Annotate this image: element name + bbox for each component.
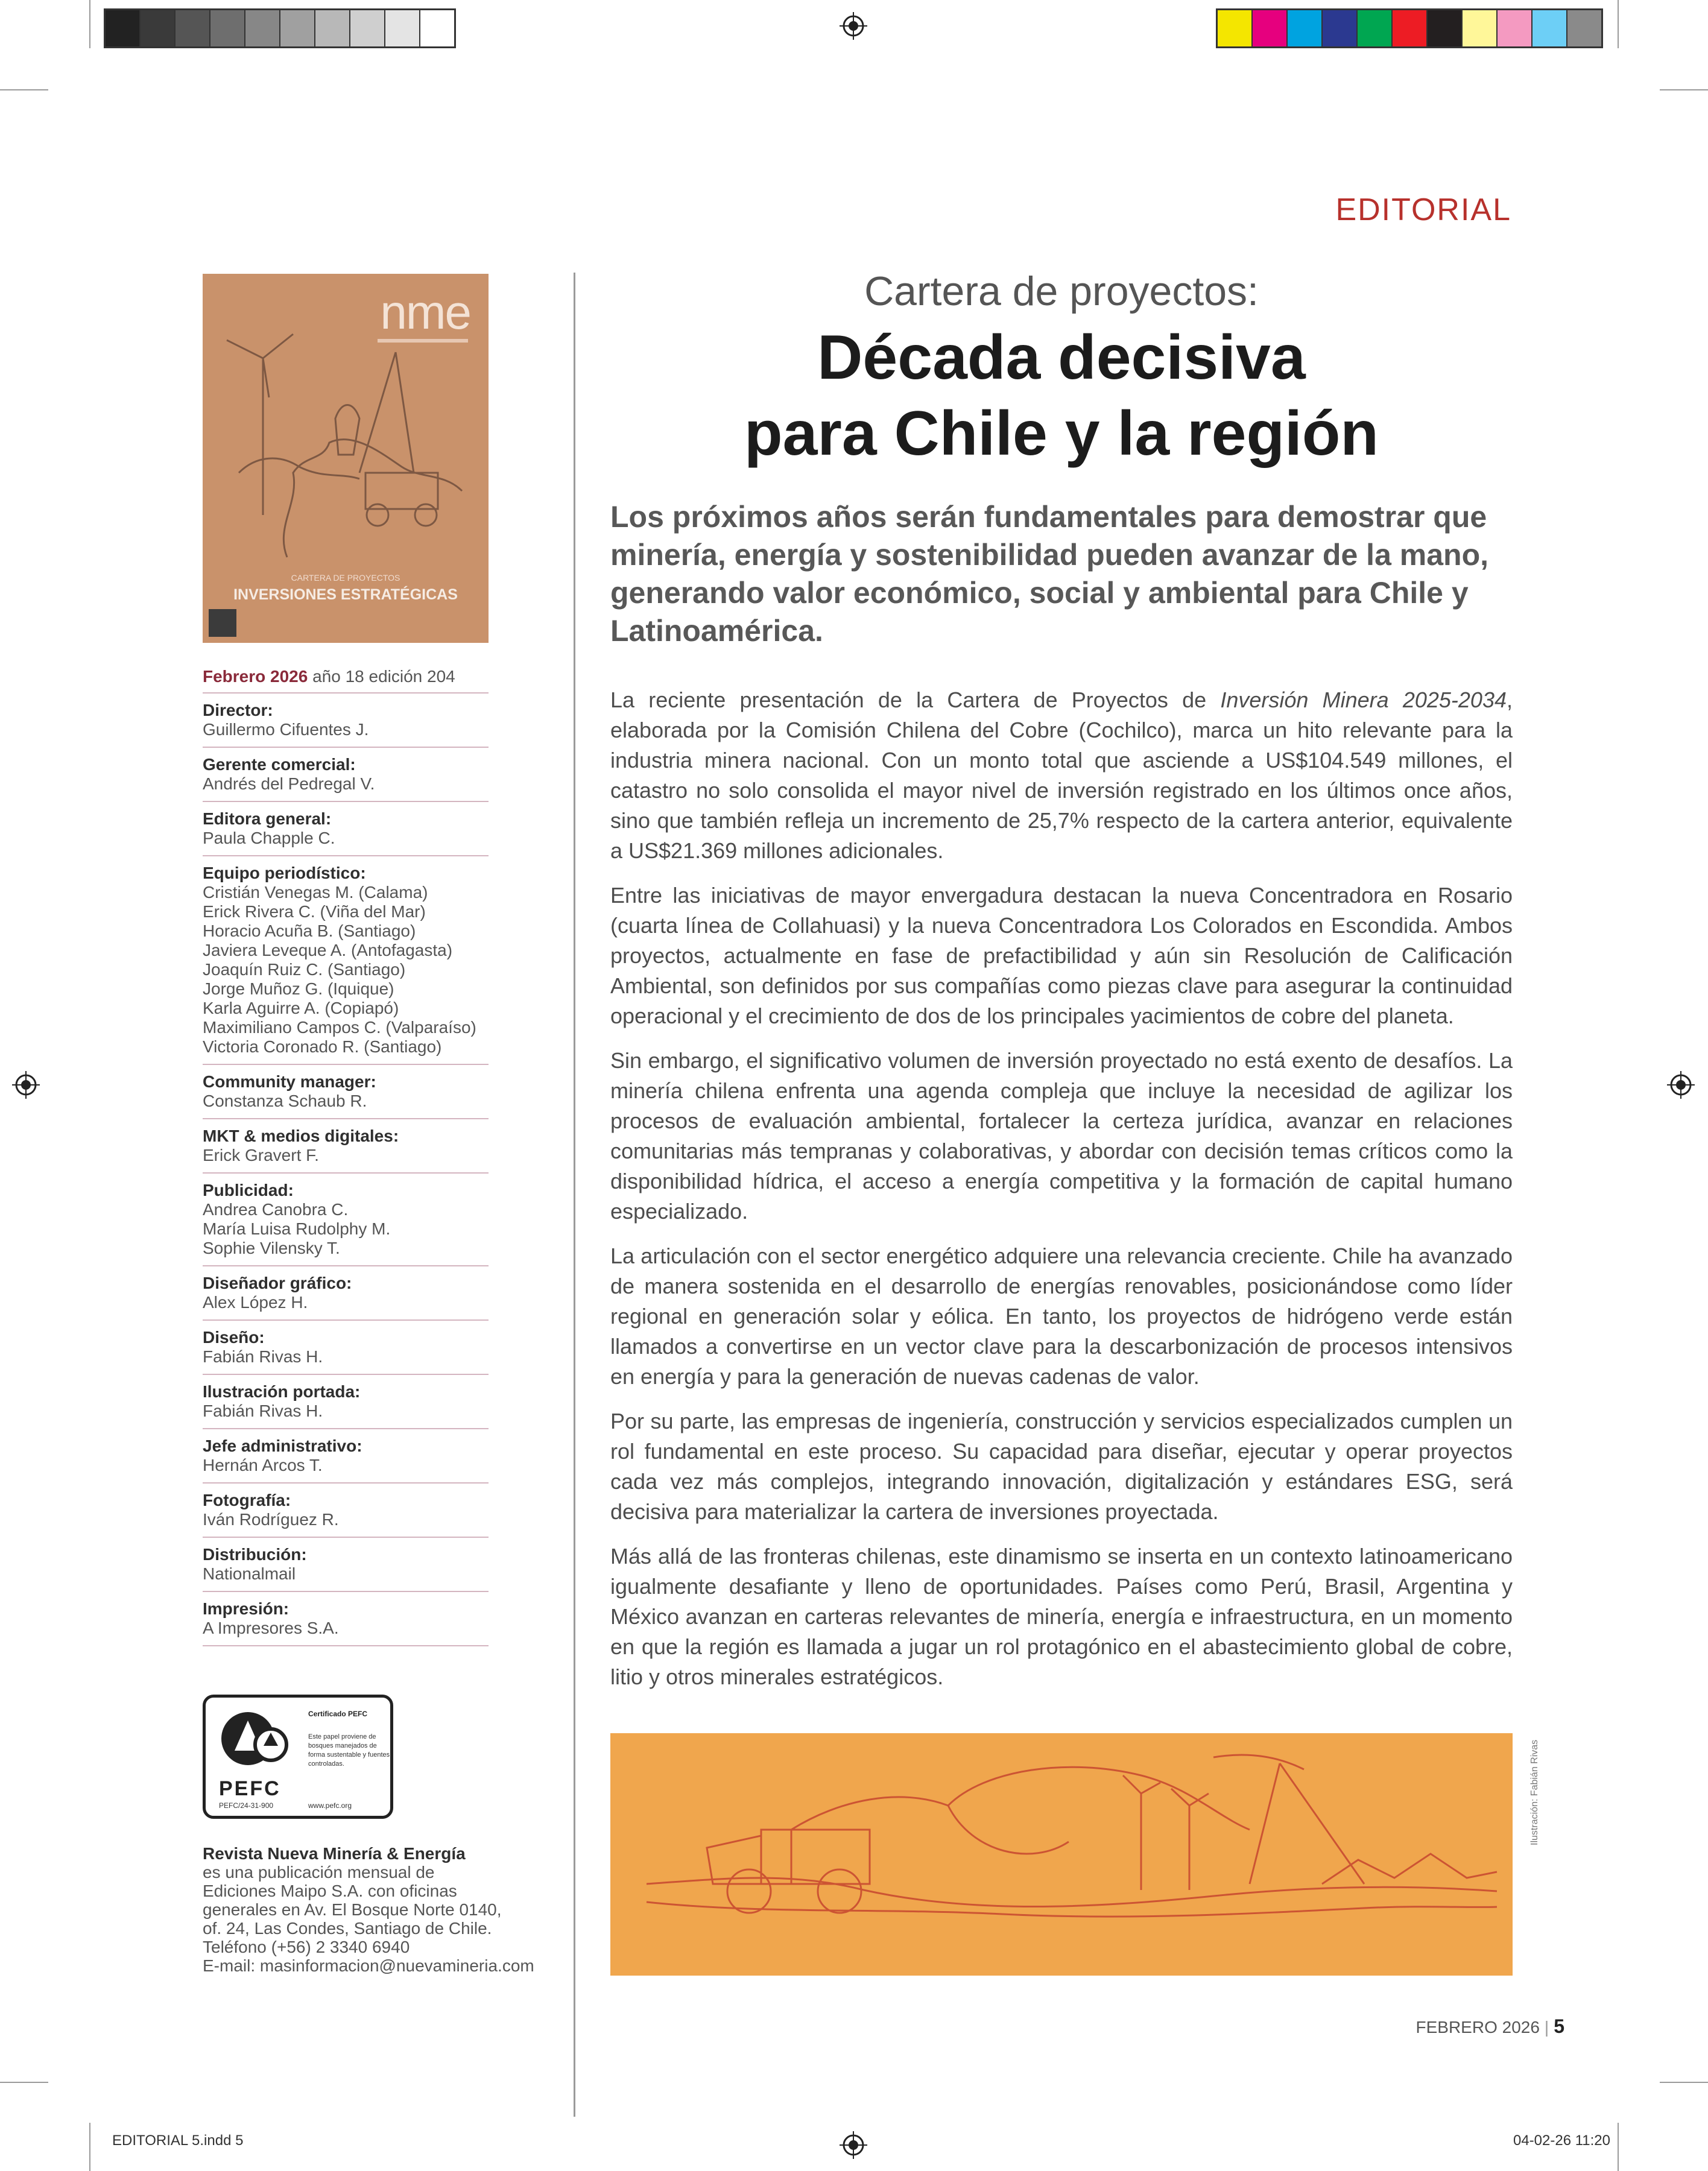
masthead-person: Erick Rivera C. (Viña del Mar) bbox=[203, 902, 426, 921]
registration-mark-icon bbox=[840, 2131, 867, 2159]
registration-mark-icon bbox=[1667, 1071, 1695, 1099]
color-swatch bbox=[1428, 10, 1463, 46]
masthead-person: Guillermo Cifuentes J. bbox=[203, 720, 369, 739]
masthead-person: Karla Aguirre A. (Copiapó) bbox=[203, 999, 399, 1017]
masthead-person: Erick Gravert F. bbox=[203, 1146, 319, 1165]
masthead-entry bbox=[203, 1266, 489, 1321]
color-swatch bbox=[1253, 10, 1288, 46]
page-folio bbox=[1416, 2015, 1565, 2038]
color-swatch bbox=[280, 10, 315, 46]
article-title-line-2: para Chile y la región bbox=[744, 399, 1379, 469]
color-swatch bbox=[1288, 10, 1323, 46]
masthead-entry bbox=[203, 1429, 489, 1484]
masthead-person: A Impresores S.A. bbox=[203, 1619, 339, 1637]
masthead-person: Fabián Rivas H. bbox=[203, 1347, 323, 1366]
masthead-person: Paula Chapple C. bbox=[203, 829, 335, 847]
masthead-role: Equipo periodístico: bbox=[203, 864, 366, 882]
qr-code-icon bbox=[209, 609, 236, 637]
mining-sketch-illustration bbox=[610, 1733, 1513, 1976]
masthead-entry bbox=[203, 1592, 489, 1646]
masthead-entry bbox=[203, 802, 489, 856]
publisher-name: Revista Nueva Minería & Energía bbox=[203, 1844, 466, 1863]
masthead-role: Distribución: bbox=[203, 1545, 307, 1564]
section-label: EDITORIAL bbox=[1335, 192, 1511, 227]
publisher-line: generales en Av. El Bosque Norte 0140, bbox=[203, 1900, 502, 1919]
masthead-person: Iván Rodríguez R. bbox=[203, 1510, 339, 1529]
registration-mark-icon bbox=[12, 1071, 40, 1099]
masthead-person: Victoria Coronado R. (Santiago) bbox=[203, 1037, 442, 1056]
issue-number: año 18 edición 204 bbox=[308, 667, 455, 686]
grayscale-bar bbox=[104, 8, 456, 48]
masthead-role: Gerente comercial: bbox=[203, 755, 356, 774]
article-illustration bbox=[610, 1733, 1513, 1976]
crop-mark bbox=[1660, 89, 1708, 90]
color-swatch bbox=[106, 10, 141, 46]
masthead-role: Community manager: bbox=[203, 1072, 376, 1091]
cover-subtitle: CARTERA DE PROYECTOS bbox=[291, 573, 400, 583]
cover-tagline bbox=[378, 339, 468, 343]
masthead-role: Publicidad: bbox=[203, 1181, 294, 1199]
masthead-person: Horacio Acuña B. (Santiago) bbox=[203, 921, 416, 940]
pefc-description: Este papel proviene de bosques manejados de forma sustentable y fuentes controladas. bbox=[308, 1733, 390, 1768]
paragraph-italic: Inversión Minera 2025-2034 bbox=[1220, 687, 1507, 712]
column-divider bbox=[574, 273, 575, 2117]
paragraph-text: La reciente presentación de la Cartera de Proyectos de bbox=[610, 687, 1221, 712]
masthead-entry bbox=[203, 1065, 489, 1119]
masthead-role: Jefe administrativo: bbox=[203, 1436, 362, 1455]
color-swatch bbox=[1567, 10, 1601, 46]
color-swatch bbox=[420, 10, 454, 46]
pefc-logo-icon bbox=[217, 1708, 295, 1769]
magazine-cover bbox=[203, 274, 489, 643]
page-number: 5 bbox=[1554, 2015, 1564, 2037]
masthead-person: Cristián Venegas M. (Calama) bbox=[203, 883, 428, 902]
publisher-line: of. 24, Las Condes, Santiago de Chile. bbox=[203, 1919, 492, 1938]
article-kicker: Cartera de proyectos: bbox=[864, 268, 1259, 314]
color-swatch bbox=[1498, 10, 1532, 46]
masthead-person: Constanza Schaub R. bbox=[203, 1092, 367, 1110]
masthead-entry bbox=[203, 1174, 489, 1266]
color-swatch bbox=[210, 10, 245, 46]
pefc-url: www.pefc.org bbox=[308, 1801, 352, 1810]
crop-mark bbox=[0, 2082, 48, 2083]
masthead-person: Andrés del Pedregal V. bbox=[203, 774, 375, 793]
crop-mark bbox=[1618, 2123, 1619, 2171]
folio-month: FEBRERO 2026 bbox=[1415, 2018, 1540, 2037]
crop-mark bbox=[89, 2123, 90, 2171]
masthead-person: Sophie Vilensky T. bbox=[203, 1239, 340, 1257]
masthead-entry bbox=[203, 1538, 489, 1592]
paragraph: La articulación con el sector energético adquiere una relevancia creciente. Chile ha avanzado de manera sostenida en el desarrollo de energías renovables, posicionándose como líder regional en generación solar y eólica. En tanto, los proyectos de hidrógeno verde están llamados a convertirse en un vector clave para la descarbonización de procesos intensivos en energía y para la generación de nuevas cadenas de valor. bbox=[610, 1244, 1513, 1389]
publisher-info bbox=[203, 1844, 565, 1975]
pefc-wordmark: PEFC bbox=[219, 1777, 281, 1800]
article-title-line-1: Década decisiva bbox=[817, 323, 1306, 393]
paragraph: Sin embargo, el significativo volumen de inversión proyectado no está exento de desafíos. La minería chilena enfrenta una agenda compleja que incluye la necesidad de agilizar los procesos de evaluación ambiental, fortalecer la certeza jurídica, avanzar en relaciones comunitarias más tempranas y colaborativas, y abordar con decisión temas críticos como la disponibilidad hídrica, el acceso a energía competitiva y la formación de capital humano especializado. bbox=[610, 1048, 1513, 1224]
masthead-role: Ilustración portada: bbox=[203, 1382, 361, 1401]
masthead-person: Andrea Canobra C. bbox=[203, 1200, 349, 1219]
pefc-cert-title: Certificado PEFC bbox=[308, 1710, 368, 1718]
crop-mark bbox=[1660, 2082, 1708, 2083]
masthead-person: Joaquín Ruiz C. (Santiago) bbox=[203, 960, 406, 979]
masthead-role: Fotografía: bbox=[203, 1491, 291, 1509]
color-swatch bbox=[385, 10, 420, 46]
color-swatch bbox=[1532, 10, 1567, 46]
folio-separator: | bbox=[1544, 2018, 1549, 2037]
masthead-role: Diseñador gráfico: bbox=[203, 1274, 352, 1292]
color-swatch bbox=[1393, 10, 1428, 46]
color-swatch bbox=[1358, 10, 1393, 46]
publisher-line: es una publicación mensual de bbox=[203, 1863, 435, 1882]
color-swatch bbox=[1323, 10, 1358, 46]
color-swatch bbox=[350, 10, 385, 46]
cover-title: INVERSIONES ESTRATÉGICAS bbox=[233, 586, 458, 603]
masthead-person: María Luisa Rudolphy M. bbox=[203, 1219, 391, 1238]
paragraph: Más allá de las fronteras chilenas, este dinamismo se inserta en un contexto latinoamericano igualmente desafiante y lleno de oportunidades. Países como Perú, Brasil, Argentina y México avanzan en carteras relevantes de minería, energía e infraestructura, en un momento en que la región es llamada a jugar un rol protagónico en el abastecimiento global de cobre, litio y otros minerales estratégicos. bbox=[610, 1544, 1513, 1689]
masthead-entry bbox=[203, 1321, 489, 1375]
masthead bbox=[203, 667, 489, 1646]
color-swatch bbox=[1463, 10, 1498, 46]
issue-date: Febrero 2026 bbox=[203, 667, 308, 686]
masthead-role: MKT & medios digitales: bbox=[203, 1127, 399, 1145]
issue-info bbox=[203, 667, 489, 694]
color-swatch bbox=[176, 10, 210, 46]
masthead-role: Impresión: bbox=[203, 1599, 289, 1618]
slug-filename: EDITORIAL 5.indd 5 bbox=[112, 2132, 244, 2149]
crop-mark bbox=[89, 0, 90, 48]
pefc-code: PEFC/24-31-900 bbox=[219, 1801, 274, 1810]
color-swatch bbox=[245, 10, 280, 46]
paragraph: Entre las iniciativas de mayor envergadura destacan la nueva Concentradora en Rosario (cuarta línea de Collahuasi) y la nueva Concentradora Los Colorados en Escondida. Ambos proyectos, actualmente en fase de prefactibilidad y aún sin Resolución de Calificación Ambiental, son definidos por sus compañías como piezas clave para asegurar la continuidad operacional y el crecimiento de dos de los principales yacimientos de cobre del planeta. bbox=[610, 883, 1513, 1028]
masthead-role: Editora general: bbox=[203, 809, 332, 828]
masthead-person: Hernán Arcos T. bbox=[203, 1456, 323, 1474]
crop-mark bbox=[1618, 0, 1619, 48]
masthead-entry bbox=[203, 1375, 489, 1429]
registration-mark-icon bbox=[840, 12, 867, 40]
article-title bbox=[610, 320, 1513, 472]
masthead-entry bbox=[203, 748, 489, 802]
color-bar bbox=[1216, 8, 1603, 48]
publisher-line: E-mail: masinformacion@nuevamineria.com bbox=[203, 1956, 534, 1975]
paragraph bbox=[610, 685, 1513, 866]
masthead-entry bbox=[203, 1484, 489, 1538]
masthead-entry bbox=[203, 1119, 489, 1174]
slug-timestamp: 04-02-26 11:20 bbox=[1513, 2132, 1610, 2149]
article-lead: Los próximos años serán fundamentales para demostrar que minería, energía y sostenibilidad pueden avanzar de la mano, generando valor económico, social y ambiental para Chile y Latinoamérica. bbox=[610, 500, 1489, 648]
masthead-entry bbox=[203, 856, 489, 1065]
publisher-line: Ediciones Maipo S.A. con oficinas bbox=[203, 1882, 457, 1900]
masthead-person: Nationalmail bbox=[203, 1564, 296, 1583]
masthead-person: Javiera Leveque A. (Antofagasta) bbox=[203, 941, 453, 959]
color-swatch bbox=[315, 10, 350, 46]
masthead-person: Alex López H. bbox=[203, 1293, 308, 1312]
masthead-role: Director: bbox=[203, 701, 273, 719]
masthead-person: Fabián Rivas H. bbox=[203, 1402, 323, 1420]
illustration-credit-text: Ilustración: Fabián Rivas bbox=[1529, 1739, 1540, 1845]
masthead-person: Maximiliano Campos C. (Valparaíso) bbox=[203, 1018, 476, 1037]
cover-logo: nme bbox=[380, 285, 470, 339]
color-swatch bbox=[1218, 10, 1253, 46]
masthead-role: Diseño: bbox=[203, 1328, 265, 1347]
paragraph: Por su parte, las empresas de ingeniería, construcción y servicios especializados cumplen un rol fundamental en este proceso. Su capacidad para diseñar, ejecutar y operar proyectos cada vez más complejos, integrando innovación, digitalización y estándares ESG, será decisiva para materializar la cartera de inversiones proyectada. bbox=[610, 1409, 1513, 1524]
publisher-line: Teléfono (+56) 2 3340 6940 bbox=[203, 1938, 410, 1956]
article-body bbox=[610, 685, 1513, 1707]
color-swatch bbox=[141, 10, 176, 46]
masthead-entry bbox=[203, 694, 489, 748]
crop-mark bbox=[0, 89, 48, 90]
paragraph-text: , elaborada por la Comisión Chilena del Cobre (Cochilco), marca un hito relevante para la industria minera nacional. Con un monto total que asciende a US$104.549 millones, el catastro no solo consolida el mayor nivel de inversión registrado en los últimos once años, sino que también refleja un incremento de 25,7% respecto de la cartera anterior, equivalente a US$21.369 millones adicionales. bbox=[610, 687, 1513, 863]
masthead-person: Jorge Muñoz G. (Iquique) bbox=[203, 979, 394, 998]
illustration-credit bbox=[1508, 1737, 1540, 1845]
pefc-certification bbox=[203, 1695, 393, 1819]
